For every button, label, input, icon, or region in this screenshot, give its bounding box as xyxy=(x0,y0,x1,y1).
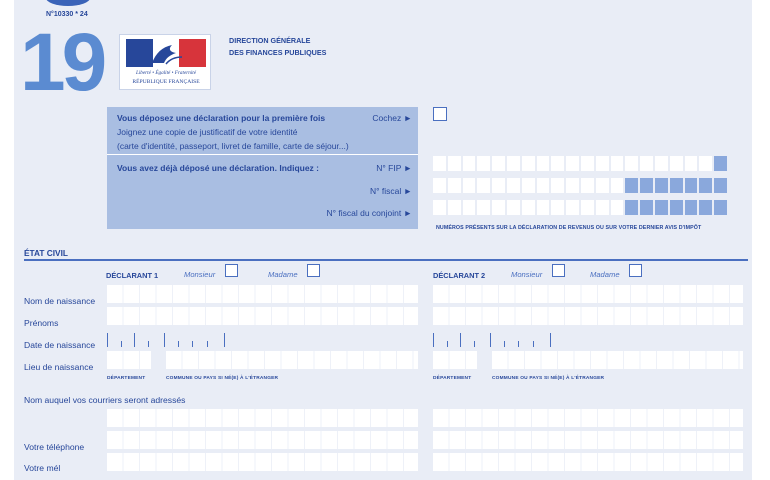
declarant-2-birth-name-input[interactable] xyxy=(433,285,743,303)
declarant-2-mail-name-input[interactable] xyxy=(433,409,743,427)
declarant-1-madame-checkbox[interactable] xyxy=(307,264,320,277)
etat-civil-divider xyxy=(24,259,748,261)
first-declaration-title: Vous déposez une déclaration pour la première fois xyxy=(117,113,326,123)
check-label: Cochez ► xyxy=(372,113,412,123)
previous-declaration-label: Vous avez déjà déposé une déclaration. Indiquez : xyxy=(117,163,319,173)
agency-name xyxy=(229,35,326,59)
first-declaration-line-3: (carte d'identité, passeport, livret de famille, carte de séjour...) xyxy=(117,141,349,151)
declarant-2-phone-input[interactable] xyxy=(433,431,743,449)
birth-date-label: Date de naissance xyxy=(24,340,96,350)
declarant-1-commune-sublabel: COMMUNE OU PAYS SI NÉ(E) À L'ÉTRANGER xyxy=(166,376,279,381)
republic-emblem xyxy=(119,34,211,90)
declarant-2-birth-date-input[interactable] xyxy=(433,333,553,347)
declarant-1-monsieur-label: Monsieur xyxy=(184,270,216,279)
birth-place-label: Lieu de naissance xyxy=(24,362,94,372)
first-declaration-checkbox[interactable] xyxy=(433,107,447,121)
mail-name-label: Nom auquel vos courriers seront adressés xyxy=(24,395,186,405)
declarant-1-first-names-input[interactable] xyxy=(107,307,418,325)
email-label: Votre mél xyxy=(24,463,61,473)
declarant-1-birth-date-input[interactable] xyxy=(107,333,227,347)
declarant-1-commune-input[interactable] xyxy=(166,351,418,369)
form-number: 19 xyxy=(20,17,104,108)
declarant-2-first-names-input[interactable] xyxy=(433,307,743,325)
declarant-1-madame-label: Madame xyxy=(268,270,298,279)
fiscal-number-note: NUMÉROS PRÉSENTS SUR LA DÉCLARATION DE REVENUS OU SUR VOTRE DERNIER AVIS D'IMPÔT xyxy=(436,225,702,231)
republic-motto: Liberté • Égalité • Fraternité xyxy=(135,70,197,76)
declarant-1-department-sublabel: DÉPARTEMENT xyxy=(107,376,146,381)
first-declaration-line-2: Joignez une copie de justificatif de votre identité xyxy=(117,127,298,137)
phone-label: Votre téléphone xyxy=(24,442,85,452)
spouse-fiscal-number-field[interactable] xyxy=(433,200,727,215)
fip-number-field[interactable] xyxy=(433,156,727,171)
declarant-1-department-input[interactable] xyxy=(107,351,151,369)
declarant-2-monsieur-checkbox[interactable] xyxy=(552,264,565,277)
declarant-1-monsieur-checkbox[interactable] xyxy=(225,264,238,277)
declarant-1-phone-input[interactable] xyxy=(107,431,418,449)
birth-name-label: Nom de naissance xyxy=(24,296,96,306)
declarant-2-monsieur-label: Monsieur xyxy=(511,270,543,279)
declarant-2-madame-checkbox[interactable] xyxy=(629,264,642,277)
declarant-2-commune-input[interactable] xyxy=(492,351,743,369)
spouse-fiscal-number-label: N° fiscal du conjoint ► xyxy=(326,208,412,218)
declarant-2-department-input[interactable] xyxy=(433,351,477,369)
declarant-2-commune-sublabel: COMMUNE OU PAYS SI NÉ(E) À L'ÉTRANGER xyxy=(492,376,605,381)
declarant-1-label: DÉCLARANT 1 xyxy=(106,271,159,280)
fiscal-number-field[interactable] xyxy=(433,178,727,193)
declarant-2-department-sublabel: DÉPARTEMENT xyxy=(433,376,472,381)
etat-civil-title: ÉTAT CIVIL xyxy=(24,248,68,258)
cerfa-number: N°10330 * 24 xyxy=(46,11,88,18)
declarant-1-email-input[interactable] xyxy=(107,453,418,471)
declarant-2-madame-label: Madame xyxy=(590,270,620,279)
republic-name: RÉPUBLIQUE FRANÇAISE xyxy=(132,79,200,85)
fiscal-number-label: N° fiscal ► xyxy=(369,186,412,196)
agency-line-1: DIRECTION GÉNÉRALE xyxy=(229,36,311,45)
agency-line-2: DES FINANCES PUBLIQUES xyxy=(229,48,327,57)
declarant-2-email-input[interactable] xyxy=(433,453,743,471)
marianne-flag-icon xyxy=(126,39,206,67)
box-divider xyxy=(107,154,418,155)
declarant-1-birth-name-input[interactable] xyxy=(107,285,418,303)
first-names-label: Prénoms xyxy=(24,318,59,328)
declarant-1-mail-name-input[interactable] xyxy=(107,409,418,427)
identification-box xyxy=(107,107,418,229)
declarant-2-label: DÉCLARANT 2 xyxy=(433,271,486,280)
fip-label: N° FIP ► xyxy=(376,163,412,173)
